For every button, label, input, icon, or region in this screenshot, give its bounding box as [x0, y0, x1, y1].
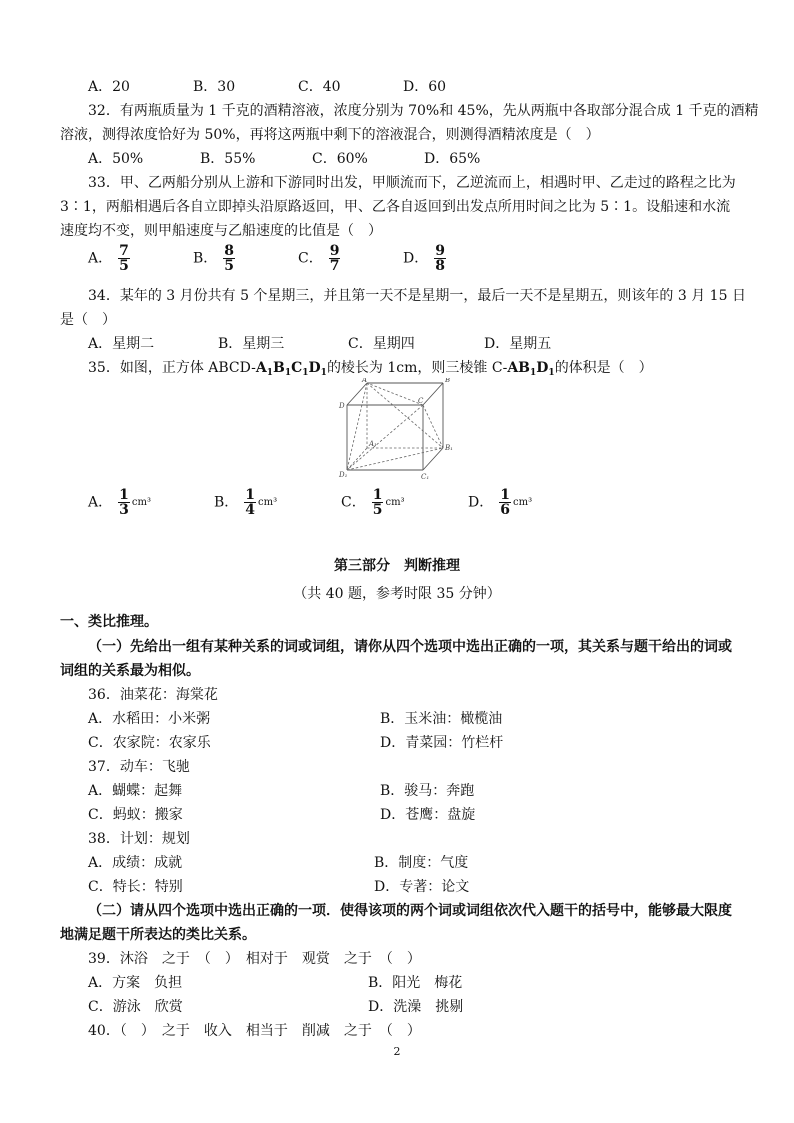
- q33-option-a: A． $\frac{7}{5}$: [88, 243, 129, 274]
- q34-option-c: C．星期四: [348, 336, 415, 352]
- cube-label-b: B: [445, 378, 451, 384]
- part3-subtitle: （共 40 题，参考时限 35 分钟）: [293, 586, 501, 602]
- instruction2-line2: 地满足题干所表达的类比关系。: [60, 927, 256, 943]
- q31-option-b: B．30: [193, 79, 236, 95]
- q36-option-d: D．青菜园：竹栏杆: [380, 735, 504, 751]
- q32-option-b: B．55%: [200, 151, 256, 167]
- page-number: 2: [393, 1045, 401, 1058]
- q32-stem-line2: 溶液，测得浓度恰好为 50%，再将这两瓶中剩下的溶液混合，则测得酒精浓度是（ ）: [60, 127, 600, 143]
- q31-option-c: C．40: [298, 79, 341, 95]
- cube-label-a1: A₁: [369, 440, 377, 448]
- q32-stem-line1: 32．有两瓶质量为 1 千克的酒精溶液，浓度分别为 70%和 45%，先从两瓶中各取部分混合成 1 千克的酒精: [88, 103, 759, 119]
- q37-option-c: C．蚂蚁：搬家: [88, 807, 183, 823]
- q34-option-d: D．星期五: [484, 336, 552, 352]
- q40-stem: 40．（ ） 之于 收入 相当于 削减 之于 （ ）: [88, 1023, 421, 1039]
- q37-option-a: A．蝴蝶：起舞: [88, 783, 183, 799]
- q36-option-c: C．农家院：农家乐: [88, 735, 211, 751]
- q33-option-c: C． $\frac{9}{7}$: [298, 243, 340, 274]
- q32-option-a: A．50%: [88, 151, 144, 167]
- cube-label-c1: C₁: [421, 473, 430, 480]
- q35-option-b: B． $\frac{1}{4}$ cm³: [214, 487, 278, 518]
- q34-stem-line1: 34．某年的 3 月份共有 5 个星期三，并且第一天不是星期一，最后一天不是星期五，则该年的 3 月 15 日: [88, 288, 746, 304]
- q36-option-a: A．水稻田：小米粥: [88, 711, 211, 727]
- q38-option-d: D．专著：论文: [374, 879, 470, 895]
- q32-option-d: D．65%: [424, 151, 481, 167]
- cube-label-d1: D₁: [339, 471, 348, 479]
- q37-option-b: B．骏马：奔跑: [380, 783, 475, 799]
- q31-option-d: D．60: [403, 79, 447, 95]
- q39-option-c: C．游泳 欣赏: [88, 999, 183, 1015]
- q31-option-a: A．20: [88, 79, 130, 95]
- q36-stem: 36．油菜花：海棠花: [88, 687, 218, 703]
- instruction1-line2: 词组的关系最为相似。: [60, 663, 200, 679]
- cube-label-b1: B₁: [445, 444, 453, 452]
- q38-stem: 38．计划：规划: [88, 831, 190, 847]
- cube-label-a: A: [362, 378, 368, 384]
- q37-stem: 37．动车：飞驰: [88, 759, 190, 775]
- q35-option-a: A． $\frac{1}{3}$ cm³: [88, 487, 151, 518]
- q38-option-a: A．成绩：成就: [88, 855, 183, 871]
- q39-option-b: B．阳光 梅花: [368, 975, 463, 991]
- q39-option-d: D．洗澡 挑剔: [368, 999, 464, 1015]
- q32-option-c: C．60%: [312, 151, 368, 167]
- q34-option-b: B．星期三: [218, 336, 285, 352]
- q34-stem-line2: 是（ ）: [60, 312, 116, 328]
- section1-heading: 一、类比推理。: [60, 614, 158, 630]
- q35-option-d: D． $\frac{1}{6}$ cm³: [468, 487, 533, 518]
- q37-option-d: D．苍鹰：盘旋: [380, 807, 476, 823]
- q33-stem-line1: 33．甲、乙两船分别从上游和下游同时出发，甲顺流而下，乙逆流而上，相遇时甲、乙走过的路程之比为: [88, 175, 736, 191]
- q39-option-a: A．方案 负担: [88, 975, 183, 991]
- instruction2-line1: （二）请从四个选项中选出正确的一项．使得该项的两个词或词组依次代入题干的括号中，能够最大限度: [88, 903, 732, 919]
- q38-option-b: B．制度：气度: [374, 855, 469, 871]
- q33-stem-line2: 3∶1，两船相遇后各自立即掉头沿原路返回，甲、乙各自返回到出发点所用时间之比为 5∶1。设船速和水流: [60, 199, 731, 215]
- q33-stem-line3: 速度均不变，则甲船速度与乙船速度的比值是（ ）: [60, 223, 382, 239]
- q39-stem: 39．沐浴 之于 （ ） 相对于 观赏 之于 （ ）: [88, 951, 421, 967]
- cube-label-d: D: [339, 402, 345, 410]
- q35-option-c: C． $\frac{1}{5}$ cm³: [341, 487, 405, 518]
- cube-figure: [335, 378, 460, 480]
- q38-option-c: C．特长：特别: [88, 879, 183, 895]
- q34-option-a: A．星期二: [88, 336, 155, 352]
- part3-title: 第三部分 判断推理: [334, 558, 460, 574]
- q33-option-d: D． $\frac{9}{8}$: [403, 243, 445, 274]
- q35-stem: 35．如图，正方体 ABCD-$A_1B_1C_1D_1$的棱长为 1cm，则三棱锥 $C-AB_1D_1$的体积是（ ）: [88, 360, 653, 378]
- cube-label-c: C: [418, 397, 424, 405]
- instruction1-line1: （一）先给出一组有某种关系的词或词组，请你从四个选项中选出正确的一项，其关系与题干给出的词或: [88, 639, 732, 655]
- q36-option-b: B．玉米油：橄榄油: [380, 711, 503, 727]
- q33-option-b: B． $\frac{8}{5}$: [193, 243, 235, 274]
